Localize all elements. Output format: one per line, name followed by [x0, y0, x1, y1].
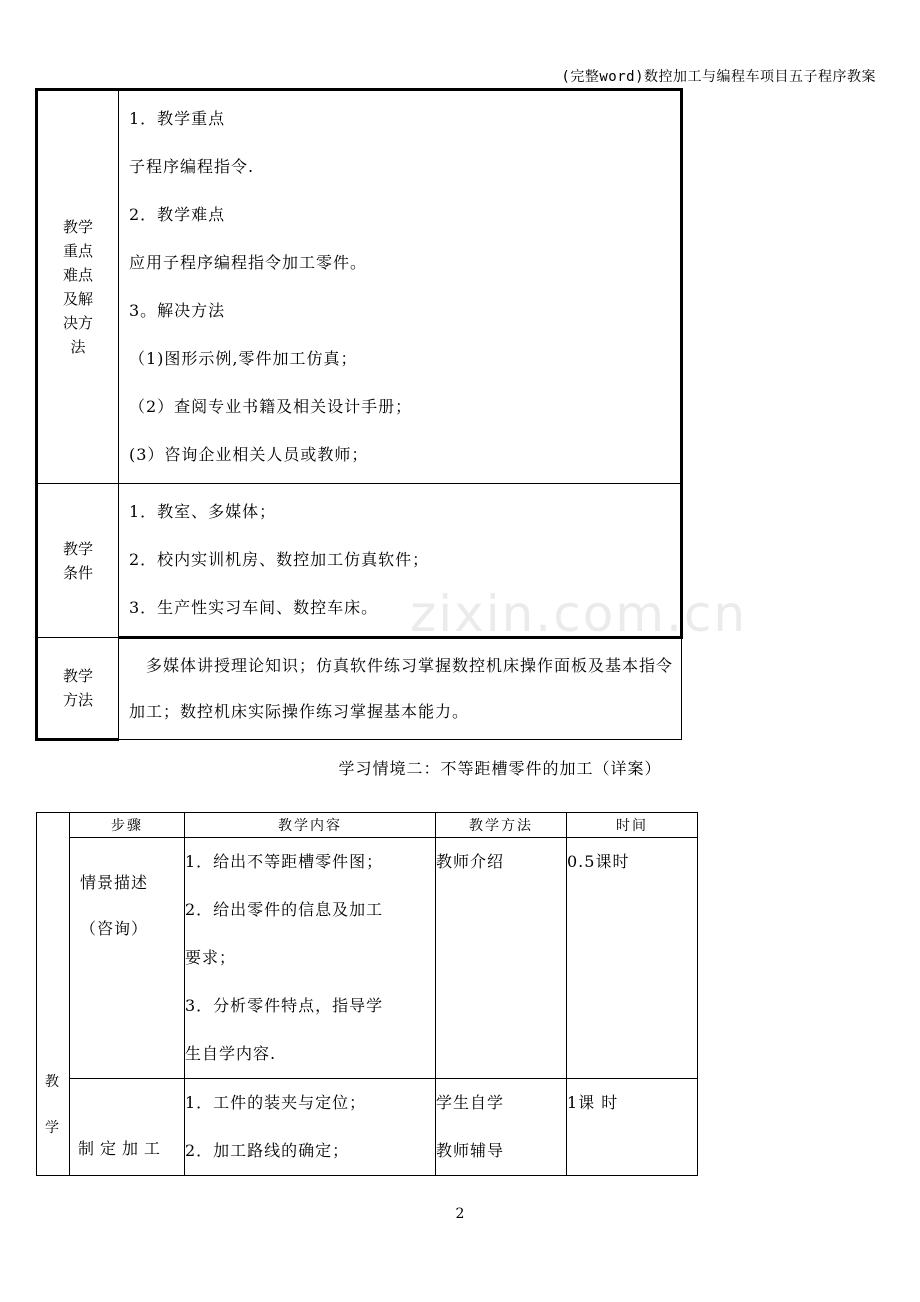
step-cell — [70, 838, 185, 1079]
content-line: 2．教学难点 — [129, 205, 226, 224]
label-line: 决方 — [62, 314, 93, 332]
teaching-plan-table — [35, 88, 683, 741]
content-line: 1．给出不等距槽零件图； — [185, 852, 384, 871]
lesson-detail-table — [36, 812, 698, 1176]
column-header: 教学方法 — [436, 813, 567, 838]
content-line: 2．校内实训机房、数控加工仿真软件； — [129, 550, 430, 569]
label-line: 难点 — [62, 266, 93, 284]
section-title: 学习情境二：不等距槽零件的加工（详案） — [338, 759, 662, 778]
method-line: 学生自学 — [436, 1093, 505, 1112]
label-line: 教学 — [62, 218, 93, 236]
content-line: 要求； — [185, 948, 237, 967]
content-line: 1．工件的装夹与定位； — [185, 1093, 367, 1112]
label-line: 教学 — [62, 667, 93, 685]
label-line: 方法 — [62, 691, 93, 709]
column-header: 时间 — [567, 813, 698, 838]
label-line: 教学 — [62, 539, 93, 558]
side-label-line: 学 — [45, 1120, 61, 1136]
row-label-key-points — [37, 90, 119, 484]
step-line: （咨询） — [80, 919, 149, 938]
content-line: 3．分析零件特点，指导学 — [185, 996, 384, 1015]
side-label-line: 教 — [45, 1074, 61, 1090]
key-points-content — [119, 90, 682, 484]
content-line: 3．生产性实习车间、数控车床。 — [129, 598, 379, 617]
content-line: 1．教学重点 — [129, 109, 226, 128]
column-header: 步骤 — [70, 813, 185, 838]
content-line: 1．教室、多媒体； — [129, 502, 277, 521]
content-line: (3）咨询企业相关人员或教师； — [129, 445, 369, 464]
label-line: 法 — [70, 338, 86, 356]
content-line: （2）查阅专业书籍及相关设计手册； — [129, 397, 413, 416]
content-line: 2．给出零件的信息及加工 — [185, 900, 384, 919]
row-label-conditions — [37, 484, 119, 638]
content-cell — [185, 838, 436, 1079]
row-label-methods — [37, 638, 119, 740]
content-paragraph: 多媒体讲授理论知识；仿真软件练习掌握数控机床操作面板及基本指令加工；数控机床实际操作练习掌握基本能力。 — [129, 656, 674, 721]
step-line: 情景描述 — [80, 873, 149, 892]
method-cell — [436, 838, 567, 1079]
content-line: 生自学内容. — [185, 1044, 277, 1063]
methods-content — [119, 638, 682, 740]
label-line: 条件 — [62, 563, 93, 582]
content-cell — [185, 1079, 436, 1176]
time-cell — [567, 838, 698, 1079]
method-cell — [436, 1079, 567, 1176]
content-line: 子程序编程指令. — [129, 157, 255, 176]
time-value: 1课 时 — [567, 1093, 619, 1112]
document-header-title: (完整word)数控加工与编程车项目五子程序教案 — [561, 69, 876, 85]
method-line: 教师介绍 — [436, 852, 505, 871]
time-cell — [567, 1079, 698, 1176]
page-number: 2 — [455, 1206, 465, 1222]
side-label-cell — [37, 813, 70, 1176]
column-header: 教学内容 — [185, 813, 436, 838]
table-row — [37, 838, 698, 1079]
table-row — [37, 90, 682, 484]
step-line: 制定加工 — [78, 1139, 167, 1158]
label-line: 及解 — [62, 290, 93, 308]
table-row — [37, 1079, 698, 1176]
label-line: 重点 — [62, 242, 93, 260]
content-line: （1)图形示例,零件加工仿真； — [129, 349, 358, 368]
content-line: 应用子程序编程指令加工零件。 — [129, 253, 368, 272]
method-line: 教师辅导 — [436, 1141, 505, 1160]
table-header-row — [37, 813, 698, 838]
content-line: 2．加工路线的确定； — [185, 1141, 350, 1160]
watermark: zixin.com.cn — [410, 585, 748, 643]
content-line: 3。解决方法 — [129, 301, 226, 320]
table-row — [37, 638, 682, 740]
step-cell — [70, 1079, 185, 1176]
time-value: 0.5课时 — [567, 852, 630, 871]
